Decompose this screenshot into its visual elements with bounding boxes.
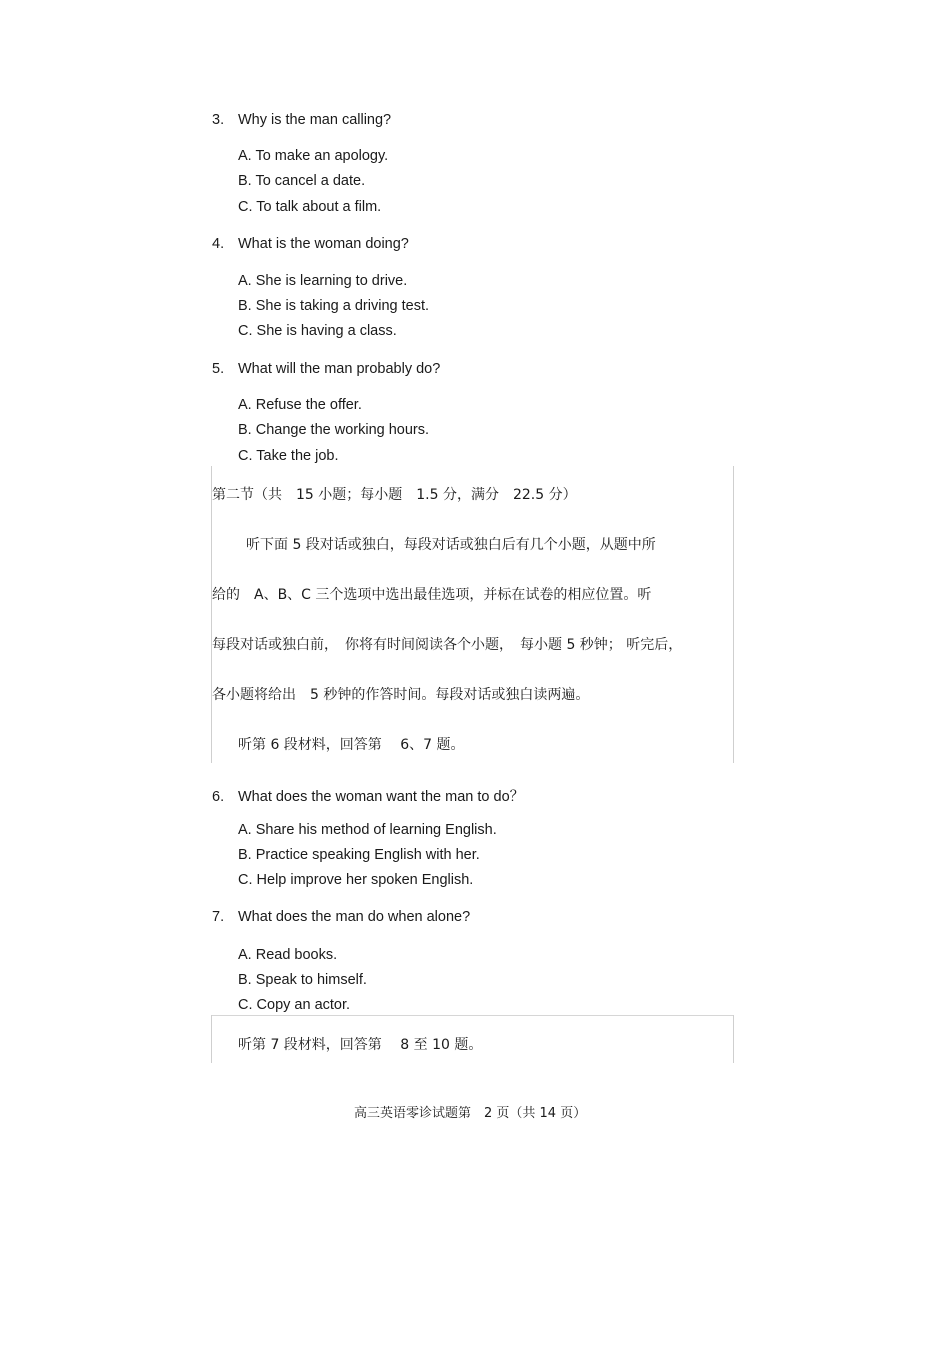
- option-6b: B. Practice speaking English with her.: [238, 847, 480, 863]
- material-7-box-right-border: [733, 1015, 734, 1063]
- question-text: What does the woman want the man to do？: [238, 789, 525, 805]
- question-number: 7.: [212, 909, 225, 925]
- option-4b: B. She is taking a driving test.: [238, 298, 430, 314]
- section-box-left-border: [211, 466, 212, 763]
- question-4: [212, 236, 409, 252]
- question-text: What will the man probably do?: [238, 361, 441, 377]
- section-2-instructions-line-4: 各小题将给出 5 秒钟的作答时间。每段对话或独白读两遍。: [212, 687, 590, 703]
- question-text: What does the man do when alone?: [238, 909, 471, 925]
- option-7a: A. Read books.: [238, 947, 338, 963]
- question-7: [212, 909, 470, 925]
- page-footer: 高三英语零诊试题第 2 页（共 14 页）: [354, 1106, 587, 1121]
- question-text: Why is the man calling?: [238, 112, 392, 128]
- question-number: 4.: [212, 236, 225, 252]
- option-5b: B. Change the working hours.: [238, 422, 430, 438]
- section-2-instructions-line-3: 每段对话或独白前， 你将有时间阅读各个小题， 每小题 5 秒钟； 听完后，: [212, 637, 683, 653]
- option-5c: C. Take the job.: [238, 448, 339, 464]
- option-5a: A. Refuse the offer.: [238, 397, 362, 413]
- option-4a: A. She is learning to drive.: [238, 273, 408, 289]
- question-number: 3.: [212, 112, 225, 128]
- option-4c: C. She is having a class.: [238, 323, 397, 339]
- question-number: 5.: [212, 361, 225, 377]
- option-3a: A. To make an apology.: [238, 148, 389, 164]
- question-5: [212, 361, 440, 377]
- option-7c: C. Copy an actor.: [238, 997, 351, 1013]
- section-2-instructions-line-2: 给的 A、B、C 三个选项中选出最佳选项，并标在试卷的相应位置。听: [212, 587, 652, 603]
- material-7-instruction: 听第 7 段材料，回答第 8 至 10 题。: [238, 1037, 483, 1053]
- section-2-instructions-line-1: 听下面 5 段对话或独白，每段对话或独白后有几个小题，从题中所: [246, 537, 656, 553]
- option-3c: C. To talk about a film.: [238, 199, 382, 215]
- option-6c: C. Help improve her spoken English.: [238, 872, 474, 888]
- option-3b: B. To cancel a date.: [238, 173, 366, 189]
- question-6: [212, 785, 524, 806]
- material-6-instruction: 听第 6 段材料，回答第 6、7 题。: [238, 737, 465, 753]
- question-text: What is the woman doing?: [238, 236, 409, 252]
- material-7-box-left-border: [211, 1015, 212, 1063]
- option-7b: B. Speak to himself.: [238, 972, 367, 988]
- material-7-box-top-border: [211, 1015, 734, 1016]
- section-box-right-border: [733, 466, 734, 763]
- question-number: 6.: [212, 789, 225, 805]
- question-3: [212, 112, 391, 128]
- section-2-heading: 第二节（共 15 小题；每小题 1.5 分，满分 22.5 分）: [212, 487, 577, 503]
- option-6a: A. Share his method of learning English.: [238, 822, 497, 838]
